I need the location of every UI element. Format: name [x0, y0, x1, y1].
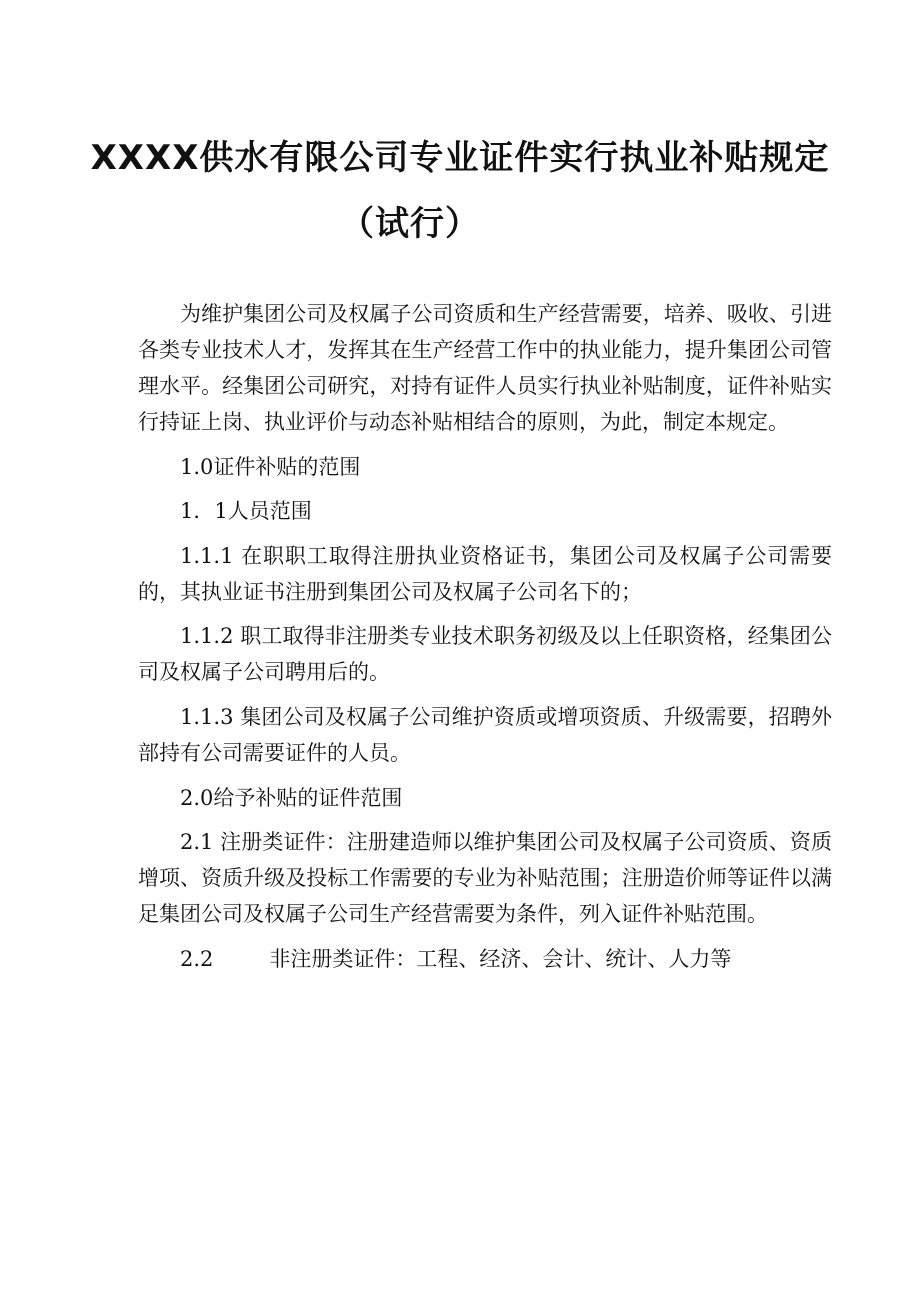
section-heading-2-0: 2.0给予补贴的证件范围	[180, 785, 403, 810]
document-body	[138, 296, 832, 985]
section-heading-1-1: 1．1人员范围	[180, 499, 312, 524]
document-subtitle: （试行）	[340, 204, 480, 244]
clause-1-1-3: 1.1.3 集团公司及权属子公司维护资质或增项资质、升级需要，招聘外部持有公司需要证件的人员。	[138, 704, 832, 765]
clause-2-2	[138, 941, 832, 977]
clause-2-2-text: 非注册类证件：工程、经济、会计、统计、人力等	[269, 946, 732, 971]
clause-1-1-1: 1.1.1 在职职工取得注册执业资格证书，集团公司及权属子公司需要的，其执业证书注册到集团公司及权属子公司名下的；	[138, 543, 832, 604]
document-title: XXXX供水有限公司专业证件实行执业补贴规定	[90, 138, 830, 178]
clause-1-1-2: 1.1.2 职工取得非注册类专业技术职务初级及以上任职资格，经集团公司及权属子公司聘用后的。	[138, 624, 832, 685]
section-heading-1-0: 1.0证件补贴的范围	[180, 454, 361, 479]
intro-paragraph: 为维护集团公司及权属子公司资质和生产经营需要，培养、吸收、引进各类专业技术人才，发挥其在生产经营工作中的执业能力，提升集团公司管理水平。经集团公司研究，对持有证件人员实行执业补贴制度，证件补贴实行持证上岗、执业评价与动态补贴相结合的原则，为此，制定本规定。	[138, 302, 832, 434]
clause-2-2-number: 2.2	[180, 946, 214, 971]
clause-2-1: 2.1 注册类证件：注册建造师以维护集团公司及权属子公司资质、资质增项、资质升级及投标工作需要的专业为补贴范围；注册造价师等证件以满足集团公司及权属子公司生产经营需要为条件，列入证件补贴范围。	[138, 830, 832, 927]
